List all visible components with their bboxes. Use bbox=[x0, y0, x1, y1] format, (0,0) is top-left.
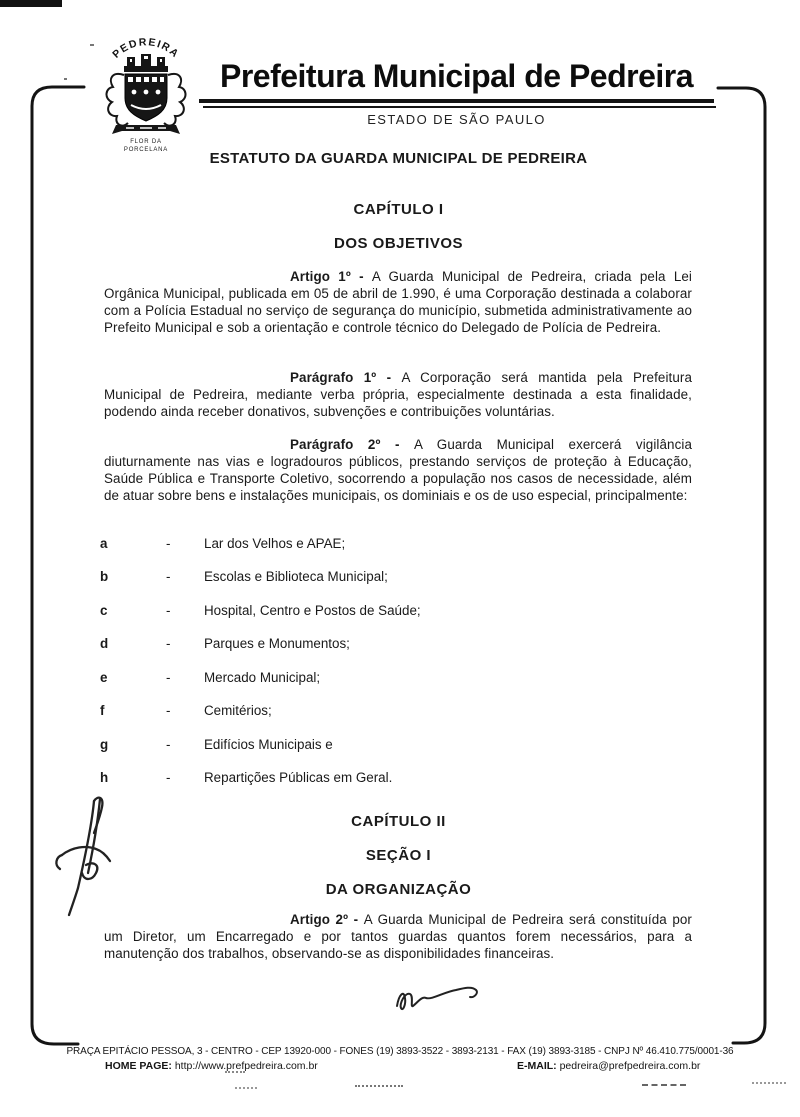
list-item-dash: - bbox=[166, 536, 171, 551]
artigo-2-label: Artigo 2º - bbox=[290, 912, 364, 927]
footer-email-label: E-MAIL: bbox=[517, 1060, 557, 1072]
crest-shield-icon bbox=[125, 74, 167, 121]
list-item-dash: - bbox=[166, 770, 171, 785]
footer-address-line: PRAÇA EPITÁCIO PESSOA, 3 - CENTRO - CEP 13920-000 - FONES (19) 3893-3522 - 3893-2131 - FAX (19) 3893-3185 - CNPJ Nº 46.410.775/0001-36 bbox=[66, 1046, 734, 1057]
list-item bbox=[100, 737, 660, 752]
list-item bbox=[100, 770, 660, 785]
list-item-text: Edifícios Municipais e bbox=[204, 737, 333, 752]
footer-homepage bbox=[105, 1060, 318, 1072]
scan-artifact bbox=[355, 1085, 403, 1087]
svg-text:PORCELANA: PORCELANA bbox=[123, 147, 169, 153]
list-item-dash: - bbox=[166, 603, 171, 618]
title-underline bbox=[199, 99, 714, 103]
list-item-dash: - bbox=[166, 670, 171, 685]
document-title: ESTATUTO DA GUARDA MUNICIPAL DE PEDREIRA bbox=[209, 150, 588, 167]
list-item-letter: d bbox=[100, 636, 109, 651]
list-item-text: Cemitérios; bbox=[204, 703, 272, 718]
paragrafo-1-text: A Corporação será mantida pela Prefeitura Municipal de Pedreira, mediante verba própria, especialmente destinada a esta finalidade, podendo ainda receber donativos, subvenções e contribuições voluntárias. bbox=[104, 370, 692, 419]
list-item-text: Escolas e Biblioteca Municipal; bbox=[204, 569, 388, 584]
scan-artifact bbox=[64, 78, 67, 80]
paragrafo-1-label: Parágrafo 1º - bbox=[290, 370, 402, 385]
list-item-letter: e bbox=[100, 670, 108, 685]
page-title: Prefeitura Municipal de Pedreira bbox=[219, 58, 694, 94]
scan-artifact bbox=[752, 1082, 786, 1084]
list-item bbox=[100, 603, 660, 618]
paragrafo-2-label: Parágrafo 2º - bbox=[290, 437, 415, 452]
artigo-2-text: A Guarda Municipal de Pedreira será constituída por um Diretor, um Encarregado e por tantos guardas quantos forem necessários, para a manutenção dos trabalhos, observando-se as disponibilidades financeiras. bbox=[104, 912, 692, 961]
paragraph-paragrafo-1 bbox=[104, 369, 692, 420]
title-underline-thin bbox=[203, 106, 716, 108]
list-item-text: Mercado Municipal; bbox=[204, 670, 321, 685]
list-item bbox=[100, 536, 660, 551]
list-item-letter: h bbox=[100, 770, 109, 785]
signature-squiggle bbox=[352, 968, 497, 1023]
footer-email-address: pedreira@prefpedreira.com.br bbox=[559, 1060, 701, 1072]
heading-section-1-subject: DA ORGANIZAÇÃO bbox=[325, 881, 472, 898]
list-item-dash: - bbox=[166, 703, 171, 718]
list-item-text: Hospital, Centro e Postos de Saúde; bbox=[204, 603, 421, 618]
list-item bbox=[100, 670, 660, 685]
header-subtitle: ESTADO DE SÃO PAULO bbox=[367, 112, 546, 127]
artigo-1-label: Artigo 1º - bbox=[290, 269, 372, 284]
list-item bbox=[100, 703, 660, 718]
footer-homepage-url: http://www.prefpedreira.com.br bbox=[174, 1060, 318, 1072]
list-item-dash: - bbox=[166, 569, 171, 584]
scan-artifact bbox=[642, 1084, 686, 1086]
footer-email bbox=[517, 1060, 700, 1072]
list-item-letter: a bbox=[100, 536, 108, 551]
heading-chapter-1-subject: DOS OBJETIVOS bbox=[333, 235, 464, 252]
paragrafo-2-text: A Guarda Municipal exercerá vigilância diuturnamente nas vias e logradouros públicos, prestando serviços de proteção à Educação, Saúde Pública e Transporte Coletivo, socorrendo a população nos casos de necessidade, além de atuar sobre bens e instalações municipais, os dominiais e os de uso especial, principalmente: bbox=[104, 437, 692, 503]
scan-artifact bbox=[235, 1087, 257, 1089]
paragraph-artigo-1 bbox=[104, 268, 692, 336]
list-item-text: Parques e Monumentos; bbox=[204, 636, 350, 651]
paragraph-paragrafo-2 bbox=[104, 436, 692, 504]
list-item-letter: c bbox=[100, 603, 108, 618]
artigo-1-text: A Guarda Municipal de Pedreira, criada pela Lei Orgânica Municipal, publicada em 05 de abril de 1.990, é uma Corporação destinada a colaborar com a Polícia Estadual no serviço de segurança do município, submetida administrativamente ao Prefeito Municipal e sob a orientação e controle técnico do Delegado de Polícia de Pedreira. bbox=[104, 269, 692, 335]
list-item-dash: - bbox=[166, 737, 171, 752]
list-item-letter: f bbox=[100, 703, 105, 718]
crest-crown-icon bbox=[124, 54, 168, 72]
list-item-dash: - bbox=[166, 636, 171, 651]
svg-text:FLOR DA: FLOR DA bbox=[130, 139, 162, 145]
list-item-letter: b bbox=[100, 569, 109, 584]
heading-chapter-2: CAPÍTULO II bbox=[351, 813, 446, 830]
list-item-text: Lar dos Velhos e APAE; bbox=[204, 536, 346, 551]
coat-of-arms-icon bbox=[96, 37, 196, 155]
list-item bbox=[100, 636, 660, 651]
scan-artifact bbox=[90, 44, 94, 46]
list-item-letter: g bbox=[100, 737, 109, 752]
scan-artifact bbox=[0, 0, 62, 7]
heading-chapter-1: CAPÍTULO I bbox=[353, 201, 444, 218]
crest-ribbon-icon bbox=[112, 125, 180, 134]
heading-section-1: SEÇÃO I bbox=[365, 847, 432, 864]
paragraph-artigo-2 bbox=[104, 911, 692, 962]
footer-homepage-label: HOME PAGE: bbox=[105, 1060, 172, 1072]
crest-arc-text: PEDREIRA bbox=[110, 37, 182, 61]
list-item bbox=[100, 569, 660, 584]
list-item-text: Repartições Públicas em Geral. bbox=[204, 770, 393, 785]
